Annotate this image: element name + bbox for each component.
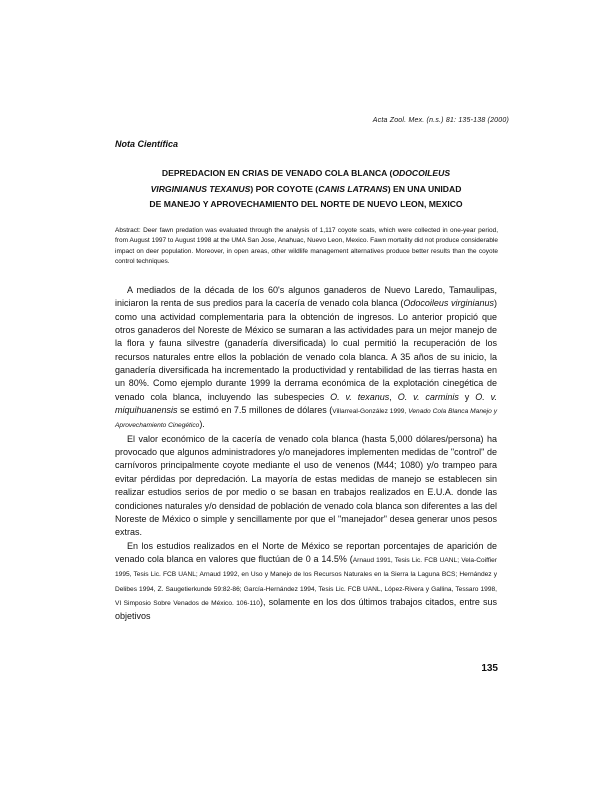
reference-title: Venado Cola Blanca Manejo y Aprovechamiento Cinegético <box>115 408 498 430</box>
article-title <box>110 166 502 213</box>
section-label: Nota Científica <box>115 139 179 149</box>
text-span: y <box>458 391 476 402</box>
text-span: ). <box>199 419 205 430</box>
paragraph-3 <box>115 540 497 624</box>
subspecies-name: O. v. miquihuanensis <box>115 391 497 416</box>
subspecies-name: O. v. carminis <box>397 391 459 402</box>
subspecies-name: O. v. texanus <box>330 391 390 402</box>
text-span: , <box>389 391 398 402</box>
journal-citation: Acta Zool. Mex. (n.s.) 81: 135-138 (2000) <box>372 117 509 124</box>
title-line2-d: ) EN UNA UNIDAD <box>387 183 462 194</box>
title-line3: DE MANEJO Y APROVECHAMIENTO DEL NORTE DE NUEVO LEON, MEXICO <box>149 199 463 209</box>
text-span: ) como una actividad complementaria para la obtención de ingresos. Lo anterior propició que otros ganaderos del Noreste de México se sumaran a las actividades para un mejor manejo de la flora y fauna silvestre (ganadería diversificada) lo cual permitió la recuperación de los recursos naturales entre ellos la población de venado cola blanca. A 35 años de su inicio, la ganadería diversificada ha incrementado la productividad y rentabilidad de las tierras hasta en un 80%. Como ejemplo durante 1999 la derrama económica de la explotación cinegética de venado cola blanca, incluyendo las subespecies <box>115 298 497 402</box>
title-species-genus: ODOCOILEUS <box>392 168 451 178</box>
title-species-epithet: VIRGINIANUS TEXANUS <box>150 183 251 194</box>
text-span: se estimó en 7.5 millones de dólares ( <box>177 405 333 416</box>
text-span: En los estudios realizados en el Norte de México se reportan porcentajes de aparición de venado cola blanca en valores que fluctúan de 0 a 14.5% ( <box>115 540 497 564</box>
title-line2-b: ) POR COYOTE ( <box>250 183 319 194</box>
paragraph-1 <box>115 284 497 433</box>
species-name: Odocoileus virginianus <box>403 298 494 309</box>
paragraph-2: El valor económico de la cacería de venado cola blanca (hasta 5,000 dólares/persona) ha provocado que algunos administradores y/o manejadores implementen medidas de "control" de carnívoros principalmente coyote mediante el uso de venenos (M44; 1080) y/o trampeo para evitar pérdidas por depredación. La mayoría de estas medidas de manejo se establecen sin realizar estudios serios de por medio o se basan en trabajos realizados en E.U.A. donde las condiciones naturales y/o densidad de población de venado cola blanca son diferentes a las del Noreste de México o simple y sencillamente por que el "manejador" desea generar unos pesos extras. <box>115 433 497 538</box>
title-predator-species: CANIS LATRANS <box>318 183 388 194</box>
reference-list-inline: Arnaud 1991, Tesis Lic. FCB UANL; Vela-Coiffier 1995, Tesis Lic. FCB UANL; Arnaud 1992, en Uso y Manejo de los Recursos Naturales en la Sierra la Laguna BCS; Hernández y Delibes 1994, Z. Saugetierkunde 59:82-86; García-Hernández 1994, Tesis Lic. FCB UANL, López-Rivera y Gallina, Tessaro 1998, VI Simposio Sobre Venados de México. 106-110 <box>115 556 497 607</box>
text-span: ), solamente en los dos últimos trabajos citados, entre sus objetivos <box>115 596 497 622</box>
title-line1-a: DEPREDACION EN CRIAS DE VENADO COLA BLANCA ( <box>161 168 393 178</box>
page-number: 135 <box>481 663 498 674</box>
reference-author: Villarreal-González 1999, <box>332 408 409 416</box>
abstract: Abstract: Deer fawn predation was evaluated through the analysis of 1,117 coyote scats, which were collected in one-year period, from August 1997 to August 1998 at the UMA San Jose, Anahuac, Nuevo Leon, Mexico. Fawn mortality did not produce considerable impact on deer population. Moreover, in open areas, other wildlife management alternatives produce better results than the coyote control techniques. <box>115 227 498 266</box>
text-span: A mediados de la década de los 60's algunos ganaderos de Nuevo Laredo, Tamaulipas, iniciaron la renta de sus predios para la cacería de venado cola blanca ( <box>115 285 497 309</box>
article-body <box>115 284 497 624</box>
